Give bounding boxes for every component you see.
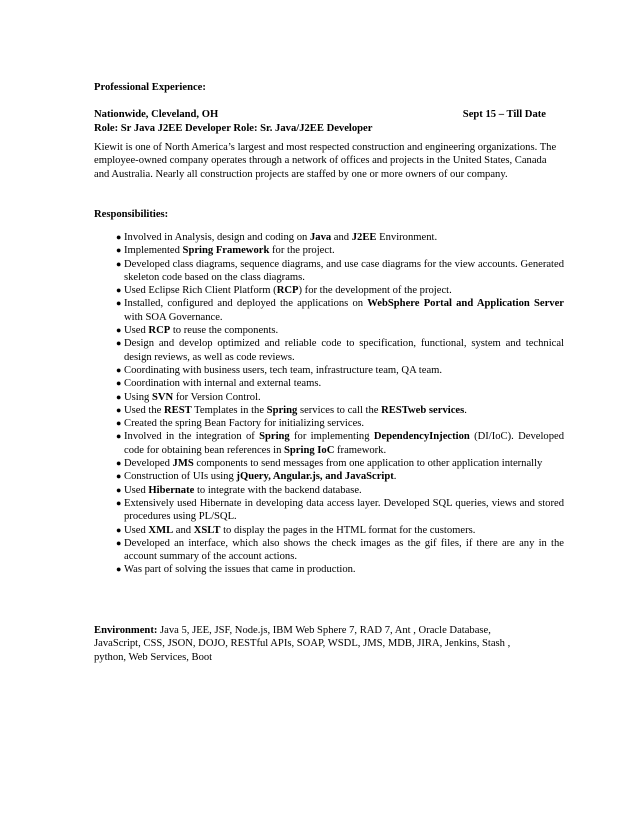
environment-section <box>94 624 534 664</box>
emphasis-text: XSLT <box>193 524 221 536</box>
responsibility-item <box>94 497 564 524</box>
plain-text: Templates in the <box>191 404 267 416</box>
responsibility-item <box>94 430 564 457</box>
emphasis-text: J2EE <box>351 232 377 243</box>
emphasis-text: Spring Framework <box>182 245 270 257</box>
bullet-icon: ● <box>116 524 122 535</box>
responsibility-item <box>94 377 564 390</box>
emphasis-text: XML <box>148 524 174 536</box>
bullet-icon: ● <box>116 298 122 309</box>
responsibility-text <box>124 457 564 470</box>
emphasis-text: RESTweb services <box>381 404 465 416</box>
responsibility-item <box>94 337 564 364</box>
plain-text: to integrate with the backend database. <box>194 484 362 496</box>
responsibility-item <box>94 417 564 430</box>
bullet-icon: ● <box>116 378 122 389</box>
responsibility-item <box>94 364 564 377</box>
plain-text: Coordinating with business users, tech team, infrastructure team, QA team. <box>124 364 443 376</box>
emphasis-text: Java <box>309 232 332 243</box>
responsibility-item <box>94 324 564 337</box>
plain-text: (DI/IoC). Developed code for obtaining bean references in <box>124 431 564 456</box>
plain-text: Implemented <box>124 245 183 257</box>
plain-text: Environment. <box>376 232 438 243</box>
emphasis-text: RCP <box>276 285 299 297</box>
environment-label: Environment: <box>94 625 158 636</box>
plain-text: with SOA Governance. <box>124 311 223 323</box>
responsibility-text <box>124 404 564 417</box>
responsibility-text <box>124 470 564 483</box>
responsibility-item <box>94 470 564 483</box>
emphasis-text: JMS <box>172 458 194 470</box>
responsibility-text <box>124 231 564 244</box>
responsibility-text <box>124 244 564 257</box>
emphasis-text: Spring <box>259 431 290 443</box>
emphasis-text: Hibernate <box>148 484 195 496</box>
responsibilities-title: Responsibilities: <box>94 209 169 220</box>
plain-text: Used Eclipse Rich Client Platform ( <box>124 285 277 297</box>
bullet-icon: ● <box>116 232 122 242</box>
emphasis-text: Spring IoC <box>284 444 335 456</box>
bullet-icon: ● <box>116 404 122 415</box>
responsibility-item <box>94 537 564 564</box>
plain-text: Coordination with internal and external teams. <box>124 378 322 390</box>
responsibility-text <box>124 417 564 430</box>
responsibility-text <box>124 391 564 404</box>
responsibility-item <box>94 457 564 470</box>
plain-text: Design and develop optimized and reliable code to specification, functional, system and technical design reviews, as well as code reviews. <box>124 338 564 363</box>
bullet-icon: ● <box>116 458 122 469</box>
bullet-icon: ● <box>116 564 122 575</box>
plain-text: Extensively used Hibernate in developing data access layer. Developed SQL queries, views and stored procedures using PL/SQL. <box>124 497 564 523</box>
environment-text: Java 5, JEE, JSF, Node.js, IBM Web Sphere 7, RAD 7, Ant , Oracle Database, JavaScript, CSS, JSON, DOJO, RESTful APIs, SOAP, WSDL, JMS, MDB, JIRA, Jenkins, Stash , python, Web Services, Boot <box>94 625 511 663</box>
plain-text: and <box>173 524 194 536</box>
responsibility-item <box>94 231 564 244</box>
bullet-icon: ● <box>116 285 122 296</box>
responsibility-text <box>124 324 564 337</box>
responsibility-item <box>94 524 564 537</box>
plain-text: framework. <box>334 444 387 456</box>
emphasis-text: RCP <box>148 325 171 337</box>
responsibility-text <box>124 537 564 564</box>
plain-text: . <box>393 471 397 483</box>
bullet-icon: ● <box>116 484 122 495</box>
responsibility-item <box>94 563 564 576</box>
emphasis-text: jQuery, Angular.js, and JavaScript <box>236 471 394 483</box>
bullet-icon: ● <box>116 418 122 429</box>
plain-text: Construction of UIs using <box>124 471 237 483</box>
plain-text: Created the spring Bean Factory for initializing services. <box>124 418 365 430</box>
plain-text: Used <box>124 524 149 536</box>
responsibility-text <box>124 337 564 364</box>
plain-text: Developed <box>124 458 173 470</box>
responsibility-text <box>124 524 564 537</box>
responsibility-item <box>94 258 564 285</box>
plain-text: Used <box>124 484 149 496</box>
emphasis-text: DependencyInjection <box>373 431 470 443</box>
job-dates: Sept 15 – Till Date <box>462 109 546 120</box>
responsibility-text <box>124 430 564 457</box>
emphasis-text: SVN <box>151 391 174 403</box>
bullet-icon: ● <box>116 391 122 402</box>
responsibility-text <box>124 377 564 390</box>
plain-text: for Version Control. <box>173 391 261 403</box>
plain-text: for the project. <box>269 245 335 257</box>
section-title: Professional Experience: <box>94 82 206 93</box>
plain-text: components to send messages from one application to other application internally <box>193 458 543 470</box>
plain-text: Developed an interface, which also shows the check images as the gif files, if there are any in the account summary of the account actions. <box>124 537 564 563</box>
responsibility-text <box>124 258 564 285</box>
responsibility-item <box>94 484 564 497</box>
responsibility-item <box>94 391 564 404</box>
plain-text: services to call the <box>297 404 382 416</box>
bullet-icon: ● <box>116 497 122 508</box>
bullet-icon: ● <box>116 338 122 349</box>
plain-text: to display the pages in the HTML format for the customers. <box>220 524 476 536</box>
bullet-icon: ● <box>116 245 122 256</box>
job-description: Kiewit is one of North America’s largest and most respected construction and engineering organizations. The employee-owned company operates through a network of offices and projects in the United States, Canada and Australia. Nearly all construction projects are staffed by one or more owners of our company. <box>94 142 557 180</box>
bullet-icon: ● <box>116 431 122 442</box>
responsibility-item <box>94 404 564 417</box>
plain-text: Using <box>124 391 152 403</box>
responsibility-text <box>124 297 564 324</box>
responsibility-item <box>94 244 564 257</box>
plain-text: Installed, configured and deployed the applications on <box>124 298 368 310</box>
company-location: Nationwide, Cleveland, OH <box>94 109 219 120</box>
responsibility-text <box>124 484 564 497</box>
emphasis-text: Spring <box>266 404 298 416</box>
plain-text: to reuse the components. <box>170 325 279 337</box>
plain-text: Involved in the integration of <box>124 431 260 443</box>
job-role: Role: Sr Java J2EE Developer Role: Sr. Java/J2EE Developer <box>94 123 373 134</box>
responsibility-text <box>124 563 564 576</box>
plain-text: . <box>464 404 467 416</box>
responsibility-item <box>94 284 564 297</box>
responsibility-text <box>124 364 564 377</box>
plain-text: Developed class diagrams, sequence diagrams, and use case diagrams for the view accounts. Generated skeleton code based on the class diagrams. <box>124 258 564 283</box>
bullet-icon: ● <box>116 325 122 336</box>
plain-text: Used the <box>124 404 165 416</box>
plain-text: and <box>331 232 352 243</box>
plain-text: Was part of solving the issues that came in production. <box>124 564 356 576</box>
plain-text: Involved in Analysis, design and coding on <box>124 232 310 243</box>
job-header <box>94 108 568 121</box>
emphasis-text: WebSphere Portal and Application Server <box>367 298 565 310</box>
bullet-icon: ● <box>116 537 122 548</box>
plain-text: for implementing <box>289 431 374 443</box>
plain-text: Used <box>124 325 149 337</box>
bullet-icon: ● <box>116 258 122 269</box>
responsibility-text <box>124 497 564 524</box>
bullet-icon: ● <box>116 471 122 482</box>
responsibilities-list <box>94 231 564 577</box>
responsibility-text <box>124 284 564 297</box>
responsibility-item <box>94 297 564 324</box>
plain-text: ) for the development of the project. <box>298 285 452 297</box>
bullet-icon: ● <box>116 364 122 375</box>
emphasis-text: REST <box>164 404 192 416</box>
